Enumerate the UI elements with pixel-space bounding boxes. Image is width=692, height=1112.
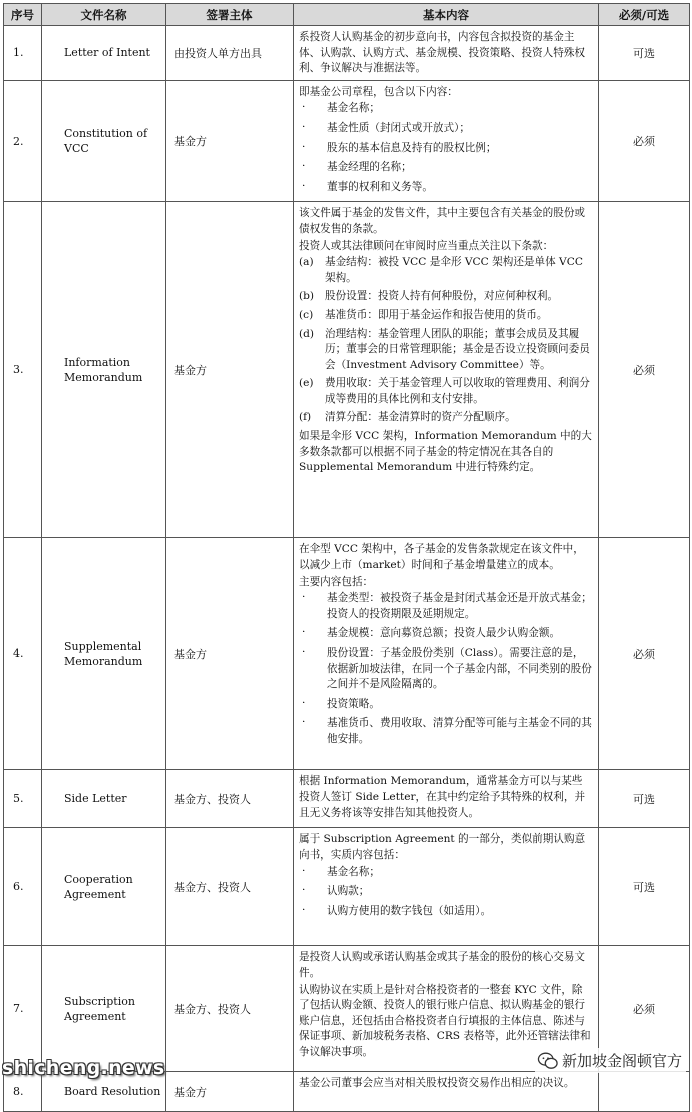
content-cell xyxy=(294,770,599,828)
content-paragraph: 该文件属于基金的发售文件，其中主要包含有关基金的股份或债权发售的条款。 xyxy=(299,207,586,235)
lettered-item xyxy=(299,255,593,286)
table-row xyxy=(4,202,690,538)
row-number: 8. xyxy=(4,1072,42,1112)
item-text: 费用收取：关于基金管理人可以收取的管理费用、利润分成等费用的具体比例和支付安排。 xyxy=(325,377,590,405)
table-row xyxy=(4,538,690,770)
table-row xyxy=(4,828,690,946)
bullet-item: · 股东的基本信息及持有的股权比例； xyxy=(299,141,593,157)
header-content: 基本内容 xyxy=(294,4,599,26)
row-number: 7. xyxy=(4,946,42,1072)
content-cell xyxy=(294,202,599,538)
required-optional: 必须 xyxy=(599,202,690,538)
table-row xyxy=(4,80,690,202)
item-marker: (b) xyxy=(299,290,315,303)
required-optional: 可选 xyxy=(599,26,690,81)
row-number: 2. xyxy=(4,80,42,202)
signing-party: 基金方 xyxy=(166,538,294,770)
document-table xyxy=(3,3,690,1112)
bullet-item: · 基金类型：被投资子基金是封闭式基金还是开放式基金；投资人的投资期限及延期规定。 xyxy=(299,591,593,622)
watermark-account-name: 新加坡金阁顿官方 xyxy=(561,1052,682,1070)
bullet-list xyxy=(299,865,593,920)
signing-party: 基金方、投资人 xyxy=(166,828,294,946)
document-name: Supplemental Memorandum xyxy=(42,538,166,770)
required-optional: 必须 xyxy=(599,946,690,1072)
item-text: 清算分配：基金清算时的资产分配顺序。 xyxy=(325,411,516,424)
document-name: Cooperation Agreement xyxy=(42,828,166,946)
item-marker: (c) xyxy=(299,308,314,321)
wechat-icon xyxy=(537,1051,559,1071)
content-paragraph: 在伞型 VCC 架构中，各子基金的发售条款规定在该文件中，以减少上市（market）时间和子基金增量建立的成本。 xyxy=(299,543,584,571)
lettered-item xyxy=(299,289,593,305)
document-name: Board Resolution xyxy=(42,1072,166,1112)
lettered-item xyxy=(299,308,593,324)
content-cell xyxy=(294,26,599,81)
lettered-item xyxy=(299,327,593,374)
signing-party: 基金方、投资人 xyxy=(166,770,294,828)
bullet-item: · 基金名称； xyxy=(299,865,593,881)
row-number: 6. xyxy=(4,828,42,946)
content-paragraph: 投资人或其法律顾问在审阅时应当重点关注以下条款： xyxy=(299,239,554,252)
bullet-item: · 基金规模：意向募资总额；投资人最少认购金额。 xyxy=(299,626,593,642)
lettered-list xyxy=(299,255,593,426)
table-row xyxy=(4,770,690,828)
item-text: 股份设置：投资人持有何种股份，对应何种权利。 xyxy=(325,290,559,303)
item-text: 基准货币：即用于基金运作和报告使用的货币。 xyxy=(325,308,548,321)
content-paragraph: 主要内容包括： xyxy=(299,575,374,588)
item-text: 基金结构：被投 VCC 是伞形 VCC 架构还是单体 VCC 架构。 xyxy=(325,256,583,284)
bullet-item: · 认购方使用的数字钱包（如适用）。 xyxy=(299,904,593,920)
required-optional xyxy=(599,1072,690,1112)
bullet-list xyxy=(299,101,593,195)
row-number: 1. xyxy=(4,26,42,81)
table-body xyxy=(4,26,690,1112)
content-paragraph: 系投资人认购基金的初步意向书，内容包含拟投资的基金主体、认购款、认购方式、基金规模、投资策略、投资人特殊权利、争议解决与准据法等。 xyxy=(299,31,586,75)
content-paragraph: 即基金公司章程，包含以下内容： xyxy=(299,85,458,98)
required-optional: 可选 xyxy=(599,828,690,946)
table-row xyxy=(4,26,690,81)
lettered-item xyxy=(299,410,593,426)
document-name: Side Letter xyxy=(42,770,166,828)
content-paragraph: 属于 Subscription Agreement 的一部分，类似前期认购意向书，实质内容包括： xyxy=(299,833,586,861)
signing-party: 基金方 xyxy=(166,202,294,538)
bullet-item: · 董事的权利和义务等。 xyxy=(299,180,593,196)
content-paragraph: 根据 Information Memorandum，通常基金方可以与某些投资人签订 Side Letter，在其中约定给予其特殊的权利，并且无义务将该等安排告知其他投资人。 xyxy=(299,775,586,819)
table-header-row xyxy=(4,4,690,26)
header-party: 签署主体 xyxy=(166,4,294,26)
document-name: Letter of Intent xyxy=(42,26,166,81)
signing-party: 基金方、投资人 xyxy=(166,946,294,1072)
required-optional: 可选 xyxy=(599,770,690,828)
bullet-item: · 认购款； xyxy=(299,884,593,900)
signing-party: 基金方 xyxy=(166,1072,294,1112)
bullet-item: · 投资策略。 xyxy=(299,697,593,713)
content-paragraph: 基金公司董事会应当对相关股权投资交易作出相应的决议。 xyxy=(299,1077,575,1090)
signing-party: 基金方 xyxy=(166,80,294,202)
header-req: 必须/可选 xyxy=(599,4,690,26)
document-name: Information Memorandum xyxy=(42,202,166,538)
header-name: 文件名称 xyxy=(42,4,166,26)
bullet-list xyxy=(299,591,593,747)
item-text: 治理结构：基金管理人团队的职能；董事会成员及其履历；董事会的日常管理职能；基金是否设立投资顾问委员会（Investment Advisory Committee）等。 xyxy=(325,327,590,371)
item-marker: (f) xyxy=(299,411,312,424)
content-cell xyxy=(294,538,599,770)
bullet-item: · 基金名称； xyxy=(299,101,593,117)
item-marker: (a) xyxy=(299,256,314,269)
row-number: 4. xyxy=(4,538,42,770)
row-number: 5. xyxy=(4,770,42,828)
bullet-item: · 股份设置：子基金股份类别（Class）。需要注意的是，依据新加坡法律，在同一个子基金内部，不同类别的股份之间并不是风险隔离的。 xyxy=(299,646,593,693)
content-cell xyxy=(294,828,599,946)
item-marker: (e) xyxy=(299,377,314,390)
document-name: Subscription Agreement xyxy=(42,946,166,1072)
watermark-account xyxy=(535,1048,686,1073)
watermark-site: shicheng.news xyxy=(2,1057,165,1079)
item-marker: (d) xyxy=(299,327,315,340)
required-optional: 必须 xyxy=(599,80,690,202)
signing-party: 由投资人单方出具 xyxy=(166,26,294,81)
bullet-item: · 基金经理的名称； xyxy=(299,160,593,176)
content-cell xyxy=(294,1072,599,1112)
content-paragraph: 如果是伞形 VCC 架构，Information Memorandum 中的大多数条款都可以根据不同子基金的特定情况在其各自的 Supplemental Memorandum 中进行特殊约定。 xyxy=(299,430,592,474)
header-no: 序号 xyxy=(4,4,42,26)
content-paragraph: 是投资人认购或承诺认购基金或其子基金的股份的核心交易文件。 xyxy=(299,951,586,979)
content-paragraph: 认购协议在实质上是针对合格投资者的一整套 KYC 文件，除了包括认购金额、投资人的银行账户信息、拟认购基金的银行账户信息，还包括由合格投资者自行填报的主体信息、陈述与保证事项、新加坡税务表格、CRS 表格等，此外还管辖法律和争议解决事项。 xyxy=(299,983,591,1058)
bullet-item: · 基金性质（封闭式或开放式）； xyxy=(299,121,593,137)
content-cell xyxy=(294,80,599,202)
document-name: Constitution of VCC xyxy=(42,80,166,202)
row-number: 3. xyxy=(4,202,42,538)
bullet-item: · 基准货币、费用收取、清算分配等可能与主基金不同的其他安排。 xyxy=(299,716,593,747)
lettered-item xyxy=(299,376,593,407)
required-optional: 必须 xyxy=(599,538,690,770)
